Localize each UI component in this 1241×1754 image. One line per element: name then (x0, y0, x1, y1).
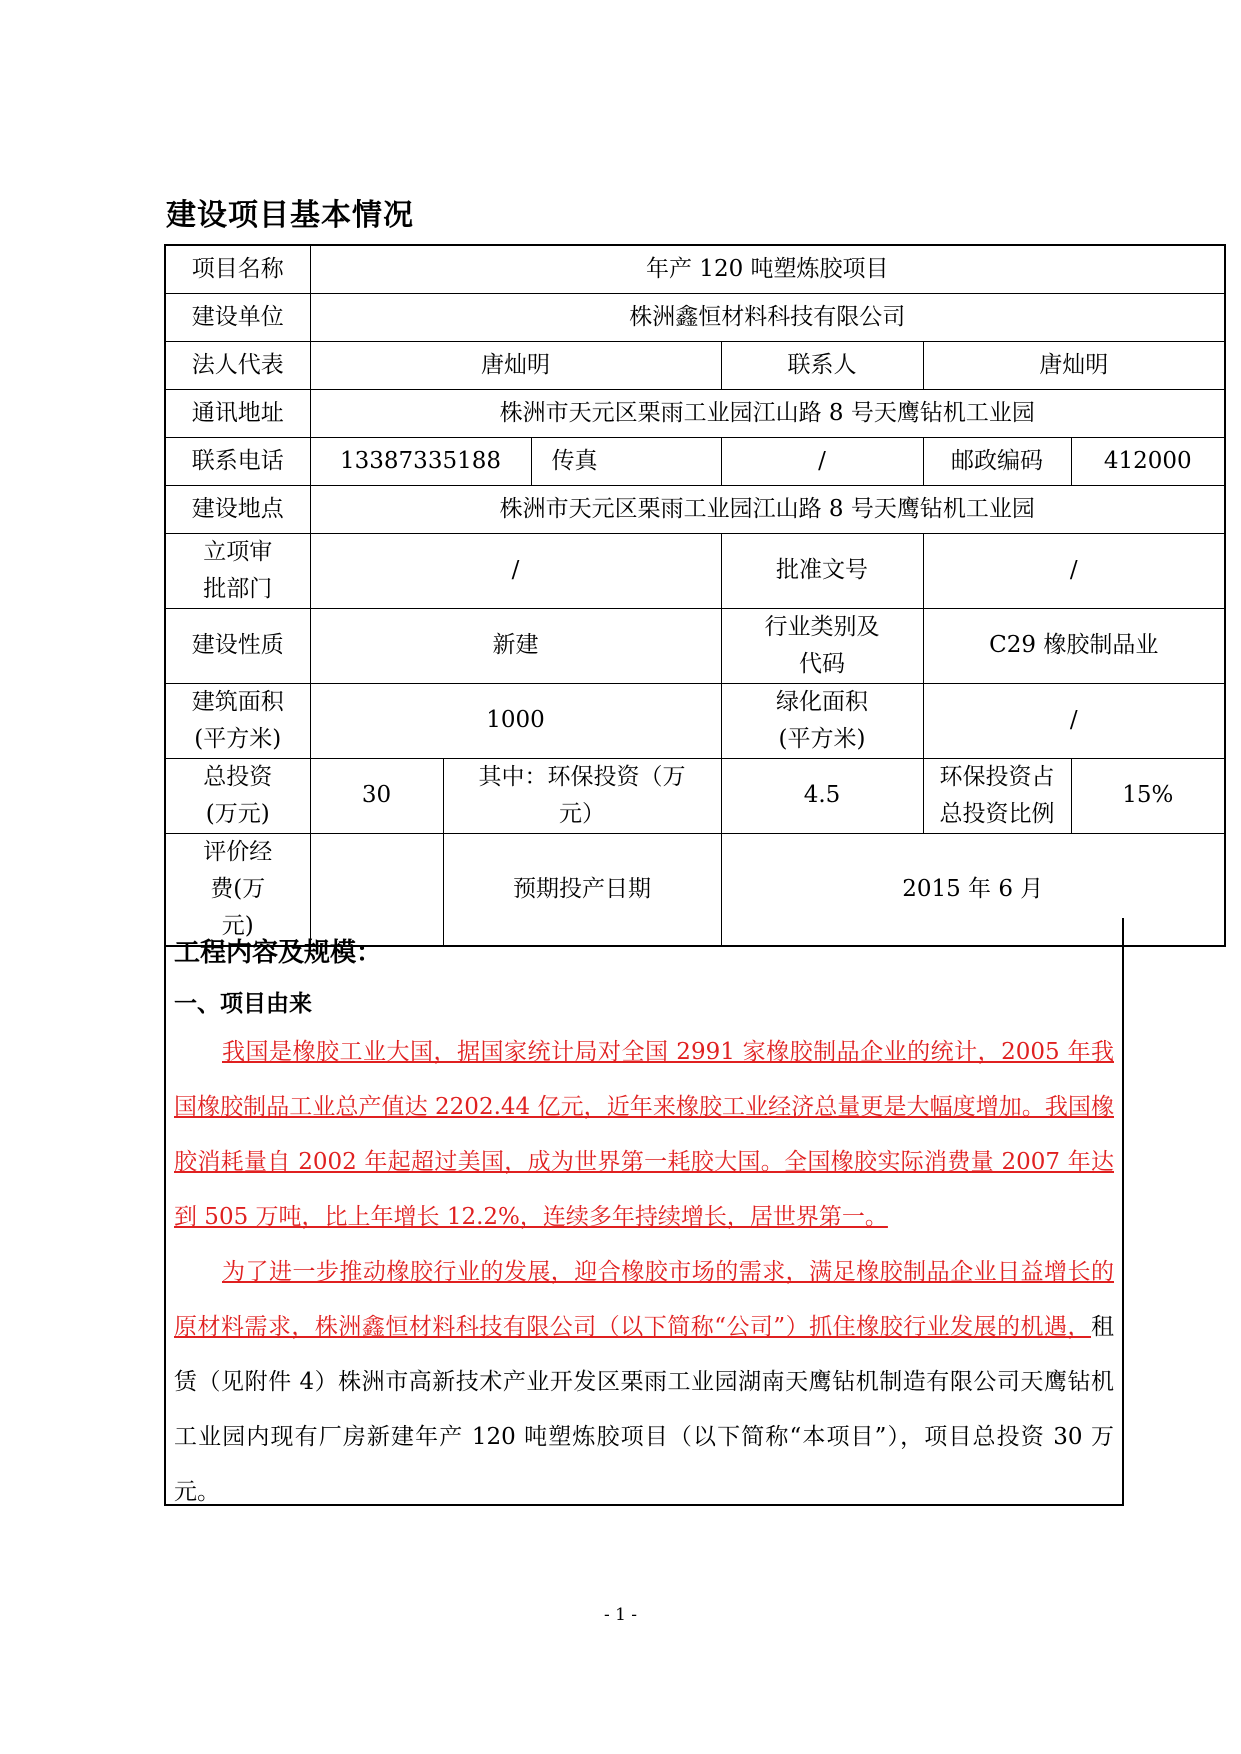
env-invest-value: 4.5 (721, 758, 923, 833)
approval-dept-label: 立项审批部门 (165, 533, 310, 608)
postcode-value: 412000 (1071, 437, 1225, 485)
invest-value: 30 (310, 758, 443, 833)
industry-label: 行业类别及代码 (721, 608, 923, 683)
section-title: 工程内容及规模： (174, 938, 383, 968)
unit-value: 株洲鑫恒材料科技有限公司 (310, 293, 1225, 341)
area-label: 建筑面积(平方米) (165, 683, 310, 758)
eval-fee-label: 评价经费(万元) (165, 833, 310, 946)
paragraph-1-text: 我国是橡胶工业大国，据国家统计局对全国 2991 家橡胶制品企业的统计，2005 年我国橡胶制品工业总产值达 2202.44 亿元，近年来橡胶工业经济总量更是大幅度增加。我国橡胶消耗量自 2002 年起超过美国，成为世界第一耗胶大国。全国橡胶实际消费量 2007 年达到 505 万吨，比上年增长 12.2%，连续多年持续增长，居世界第一。 (174, 1039, 1114, 1230)
invest-label: 总投资(万元) (165, 758, 310, 833)
project-info-table (164, 244, 1226, 947)
address-label: 通讯地址 (165, 389, 310, 437)
project-name-value: 年产 120 吨塑炼胶项目 (310, 245, 1225, 293)
approval-no-label: 批准文号 (721, 533, 923, 608)
contact-value: 唐灿明 (923, 341, 1225, 389)
prod-date-value: 2015 年 6 月 (721, 833, 1225, 946)
address-value: 株洲市天元区栗雨工业园江山路 8 号天鹰钻机工业园 (310, 389, 1225, 437)
legal-rep-value: 唐灿明 (310, 341, 721, 389)
site-value: 株洲市天元区栗雨工业园江山路 8 号天鹰钻机工业园 (310, 485, 1225, 533)
contact-label: 联系人 (721, 341, 923, 389)
env-invest-label: 其中：环保投资（万元） (443, 758, 721, 833)
area-value: 1000 (310, 683, 721, 758)
paragraph-2 (174, 1245, 1114, 1520)
phone-label: 联系电话 (165, 437, 310, 485)
paragraph-2-text: 租赁（见附件 4）株洲市高新技术产业开发区栗雨工业园湖南天鹰钻机制造有限公司天鹰钻机工业园内现有厂房新建年产 120 吨塑炼胶项目（以下简称“本项目”），项目总投资 30 万元。 (174, 1314, 1114, 1505)
nature-value: 新建 (310, 608, 721, 683)
unit-label: 建设单位 (165, 293, 310, 341)
page-title: 建设项目基本情况 (166, 198, 414, 233)
approval-dept-value: / (310, 533, 721, 608)
green-value: / (923, 683, 1225, 758)
approval-no-value: / (923, 533, 1225, 608)
prod-date-label: 预期投产日期 (443, 833, 721, 946)
legal-rep-label: 法人代表 (165, 341, 310, 389)
paragraph-2-highlight: 为了进一步推动橡胶行业的发展，迎合橡胶市场的需求，满足橡胶制品企业日益增长的原材料需求，株洲鑫恒材料科技有限公司（以下简称“公司”）抓住橡胶行业发展的机遇， (174, 1259, 1114, 1340)
sub-title: 一、项目由来 (174, 991, 312, 1017)
industry-value: C29 橡胶制品业 (923, 608, 1225, 683)
page-number: - 1 - (603, 1605, 638, 1625)
env-ratio-label: 环保投资占总投资比例 (923, 758, 1071, 833)
fax-value: / (721, 437, 923, 485)
phone-value: 13387335188 (310, 437, 531, 485)
env-ratio-value: 15% (1071, 758, 1225, 833)
project-name-label: 项目名称 (165, 245, 310, 293)
nature-label: 建设性质 (165, 608, 310, 683)
postcode-label: 邮政编码 (923, 437, 1071, 485)
paragraph-1 (174, 1025, 1114, 1245)
fax-label: 传真 (531, 437, 721, 485)
green-label: 绿化面积(平方米) (721, 683, 923, 758)
site-label: 建设地点 (165, 485, 310, 533)
